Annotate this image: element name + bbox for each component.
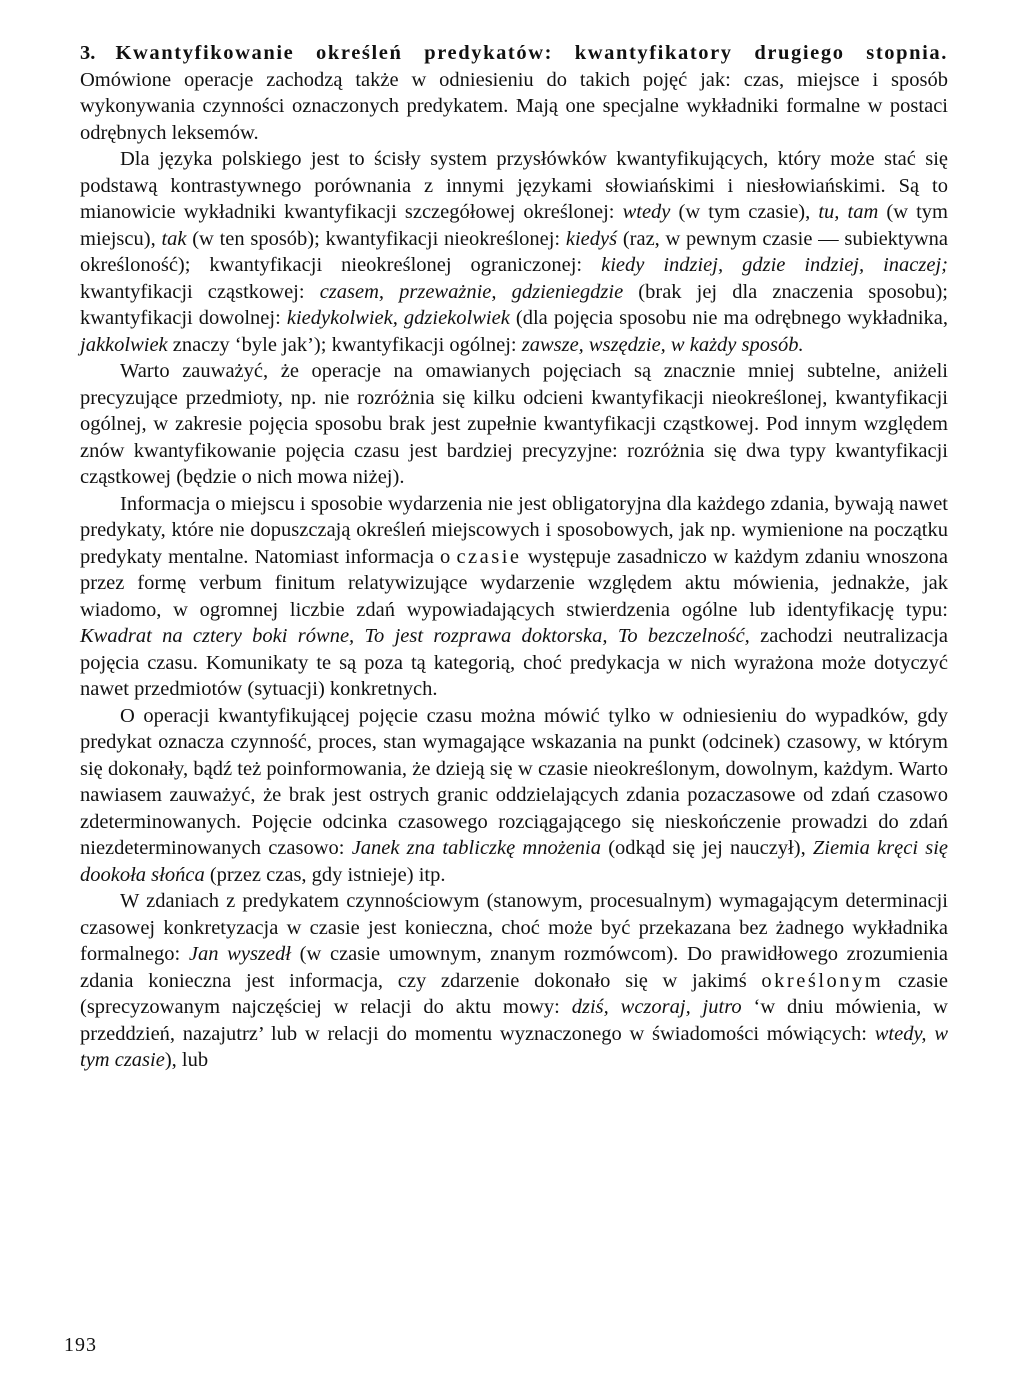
section-intro: Omówione operacje zachodzą także w odniesieniu do takich pojęć jak: czas, miejsce i sposób wykonywania czynności oznaczonych predykatem. Mają one specjalne wykładniki formalne w postaci odrębnych leksemów.: [80, 68, 948, 144]
paragraph-place-and-time: [80, 491, 948, 703]
text-run: występuje zasadniczo w każdym zdaniu wnoszona przez formę verbum finitum relatywizujące wydarzenie względem aktu mówienia, jednakże, jak wiadomo, w ogromnej liczbie zdań wypowiadających stwierdzenia ogólne lub identyfikację typu:: [80, 545, 948, 621]
text-run: kwantyfikacji cząstkowej:: [80, 280, 320, 303]
paragraph-activity-predicates: [80, 888, 948, 1074]
page-number: 193: [64, 1334, 97, 1356]
spaced-term: określonym: [761, 969, 884, 992]
text-run: znaczy ‘byle jak’); kwantyfikacji ogólnej:: [167, 333, 522, 356]
text-run: (raz, w pewnym czasie — subiektywna określoność); kwantyfikacji nieokreślonej ograniczonej:: [80, 227, 949, 276]
text-run: czasie (sprecyzowanym najczęściej w relacji do aktu mowy:: [80, 969, 948, 1018]
paragraph-time-quantification: [80, 703, 948, 889]
text-run: (w ten sposób); kwantyfikacji nieokreślonej:: [186, 227, 566, 250]
section-number: 3.: [80, 42, 96, 64]
italic-term: wtedy: [622, 201, 671, 223]
text-run: Warto zauważyć, że operacje na omawianych pojęciach są znacznie mniej subtelne, aniżeli precyzujące przedmioty, np. nie rozróżnia się kilku odcieni kwantyfikacji nieokreślonej, kwantyfikacji ogólnej, w zakresie pojęcia sposobu brak jest zupełnie kwantyfikacji cząstkowej. Pod innym względem znów kwantyfikowanie pojęcia czasu jest bardziej precyzyjne: rozróżnia się dwa typy kwantyfikacji cząstkowej (będzie o nich mowa niżej).: [80, 360, 948, 488]
italic-term: czasem, przeważnie, gdzieniegdzie: [319, 280, 624, 303]
italic-term: dziś, wczoraj, jutro: [571, 996, 742, 1018]
italic-term: jakkolwiek: [80, 333, 168, 356]
text-run: (brak jej dla znaczenia sposobu); kwantyfikacji dowolnej:: [80, 280, 948, 329]
section-title: Kwantyfikowanie określeń predykatów: kwantyfikatory drugiego stopnia.: [115, 42, 948, 64]
text-run: (przez czas, gdy istnieje) itp.: [204, 863, 446, 886]
italic-term: zawsze, wszędzie, w każdy sposób.: [521, 333, 804, 356]
text-run: (w tym miejscu),: [80, 201, 948, 250]
italic-term: Janek zna tabliczkę mnożenia: [351, 837, 602, 859]
text-run: ‘w dniu mówienia, w przeddzień, nazajutrz’ lub w relacji do momentu wyznaczonego w świadomości mówiących:: [80, 996, 948, 1045]
text-run: O operacji kwantyfikującej pojęcie czasu można mówić tylko w odniesieniu do wypadków, gdy predykat oznacza czynność, proces, stan wymagające wskazania na punkt (odcinek) czasowy, w którym się dokonały, bądź też poinformowania, że dzieją się w czasie nieokreślonym, dowolnym, każdym. Warto nawiasem zauważyć, że brak jest ostrych granic oddzielających zdania pozaczasowe od zdań czasowo zdeterminowanych. Pojęcie odcinka czasowego rozciągającego się nieskończenie prowadzi do zdań niezdeterminowanych czasowo:: [80, 704, 948, 859]
section-heading-paragraph: [80, 40, 948, 146]
document-page: [80, 40, 948, 1074]
text-run: (odkąd się jej nauczył),: [601, 837, 813, 859]
text-run: W zdaniach z predykatem czynnościowym (stanowym, procesualnym) wymagającym determinacji czasowej konkretyzacja w czasie jest konieczna, choć może być przekazana bez żadnego wykładnika formalnego:: [80, 890, 948, 965]
italic-term: tak: [161, 227, 187, 250]
italic-term: kiedykolwiek, gdziekolwiek: [286, 307, 510, 329]
italic-term: Kwadrat na cztery boki równe, To jest rozprawa doktorska, To bezczelność,: [80, 625, 750, 647]
text-run: Dla języka polskiego jest to ścisły system przysłówków kwantyfikujących, który może stać się podstawą kontrastywnego porównania z innymi językami słowiańskimi i niesłowiańskimi. Są to mianowicie wykładniki kwantyfikacji szczegółowej określonej:: [80, 148, 948, 223]
text-run: Informacja o miejscu i sposobie wydarzenia nie jest obligatoryjna dla każdego zdania, bywają nawet predykaty, które nie dopuszczają określeń miejscowych i sposobowych, jak np. wymienione na początku predykaty mentalne. Natomiast informacja o: [80, 492, 948, 568]
text-run: (dla pojęcia sposobu nie ma odrębnego wykładnika,: [509, 307, 948, 329]
italic-term: kiedyś: [565, 227, 618, 250]
paragraph-quantifier-adverbs: [80, 146, 948, 358]
italic-term: Jan wyszedł: [188, 943, 291, 965]
text-run: ), lub: [164, 1049, 209, 1071]
italic-term: kiedy indziej, gdzie indziej, inaczej;: [601, 254, 949, 276]
text-run: (w czasie umownym, znanym rozmówcom). Do prawidłowego zrozumienia zdania konieczna jest informacja, czy zdarzenie dokonało się w jakimś: [80, 943, 948, 992]
text-run: (w tym czasie),: [670, 201, 819, 223]
spaced-term: czasie: [456, 545, 522, 568]
italic-term: wtedy, w tym czasie: [80, 1022, 948, 1071]
paragraph-subtlety: [80, 358, 948, 491]
italic-term: Ziemia kręci się dookoła słońca: [80, 837, 948, 886]
italic-term: tu, tam: [818, 201, 879, 223]
text-run: zachodzi neutralizacja pojęcia czasu. Komunikaty te są poza tą kategorią, choć predykacja w nich wyrażona może dotyczyć nawet przedmiotów (sytuacji) konkretnych.: [80, 625, 948, 700]
